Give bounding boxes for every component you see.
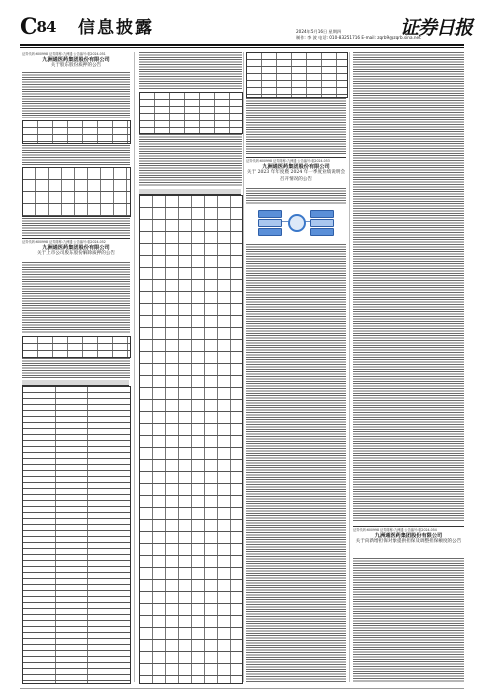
notice-title: 九洲通医药集团股份有限公司: [374, 533, 443, 539]
body-text: [139, 134, 242, 186]
body-text: [139, 52, 242, 90]
stock-code-line: 证券代码:600998 证券简称:九洲通 公告编号:临2024-051: [22, 52, 106, 56]
stock-code-line: 证券代码:600998 证券简称:九洲通 公告编号:临2024-053: [246, 159, 330, 163]
editor-contact: 制作: 李 波 电话: 010-83251716 E-mail: zqrb9@zqrb.sina.net: [296, 35, 421, 40]
diagram-node: [310, 219, 334, 227]
notice-heading: [246, 164, 346, 183]
diagram-node: [258, 210, 282, 218]
section-title: 信息披露: [78, 18, 154, 38]
body-text: [353, 52, 464, 522]
pledge-table: [22, 120, 131, 144]
body-text: [22, 145, 130, 165]
column-divider: [349, 52, 350, 682]
notice-subtitle: 关于上市公司股东股份解除质押的公告: [36, 251, 116, 257]
notice-heading: [353, 533, 464, 546]
financial-table: [139, 92, 243, 134]
stock-code-line: 证券代码:600998 证券简称:九洲通 公告编号:临2024-052: [22, 240, 106, 244]
body-text: [246, 188, 346, 204]
header-rule: [20, 44, 464, 46]
notice-subtitle: 关于向新增担保对象提供担保及调整担保额度的公告: [355, 539, 462, 545]
diagram-node: [310, 210, 334, 218]
notice-separator: [353, 526, 464, 527]
notice-heading: [22, 245, 130, 258]
notice-separator: [246, 157, 346, 158]
notice-title: 九洲通医药集团股份有限公司: [42, 245, 110, 251]
page-number: 84: [36, 18, 56, 36]
body-text: [353, 558, 464, 682]
stock-code-line: 证券代码:600998 证券简称:九洲通 公告编号:临2024-054: [353, 528, 437, 532]
diagram-hub: [288, 214, 306, 232]
diagram-node: [258, 219, 282, 227]
guarantee-list-table: [22, 386, 131, 684]
notice-title: 九洲通医药集团股份有限公司: [42, 57, 110, 63]
masthead: [0, 0, 484, 46]
section-code: [20, 16, 55, 38]
body-text: [246, 244, 346, 682]
section-letter: C: [20, 14, 37, 40]
notice-subtitle: 关于 2023 年年度暨 2024 年一季度业绩说明会召开情况的公告: [246, 170, 346, 182]
guaranteed-entities-table: [139, 195, 243, 684]
newspaper-logo: 证券日报: [400, 17, 473, 39]
edition-date: 2024年5月16日 星期四: [296, 29, 342, 34]
column-divider: [243, 52, 244, 682]
body-text: [22, 218, 130, 236]
column-divider: [134, 52, 135, 682]
body-text: [22, 262, 130, 334]
business-diagram: [258, 206, 332, 240]
diagram-node: [258, 228, 282, 236]
shareholding-table: [22, 167, 131, 217]
diagram-node: [310, 228, 334, 236]
body-text: [246, 98, 346, 154]
header-rule-thin: [20, 47, 464, 48]
body-text: [22, 72, 130, 118]
release-table: [22, 336, 131, 358]
meeting-table: [246, 52, 348, 98]
notice-heading: [22, 57, 130, 70]
notice-subtitle: 关于股东股份质押的公告: [50, 63, 102, 69]
body-text: [22, 358, 130, 378]
notice-separator: [22, 238, 130, 239]
notice-title: 九洲通医药集团股份有限公司: [262, 164, 330, 170]
footer-rule: [20, 688, 464, 689]
